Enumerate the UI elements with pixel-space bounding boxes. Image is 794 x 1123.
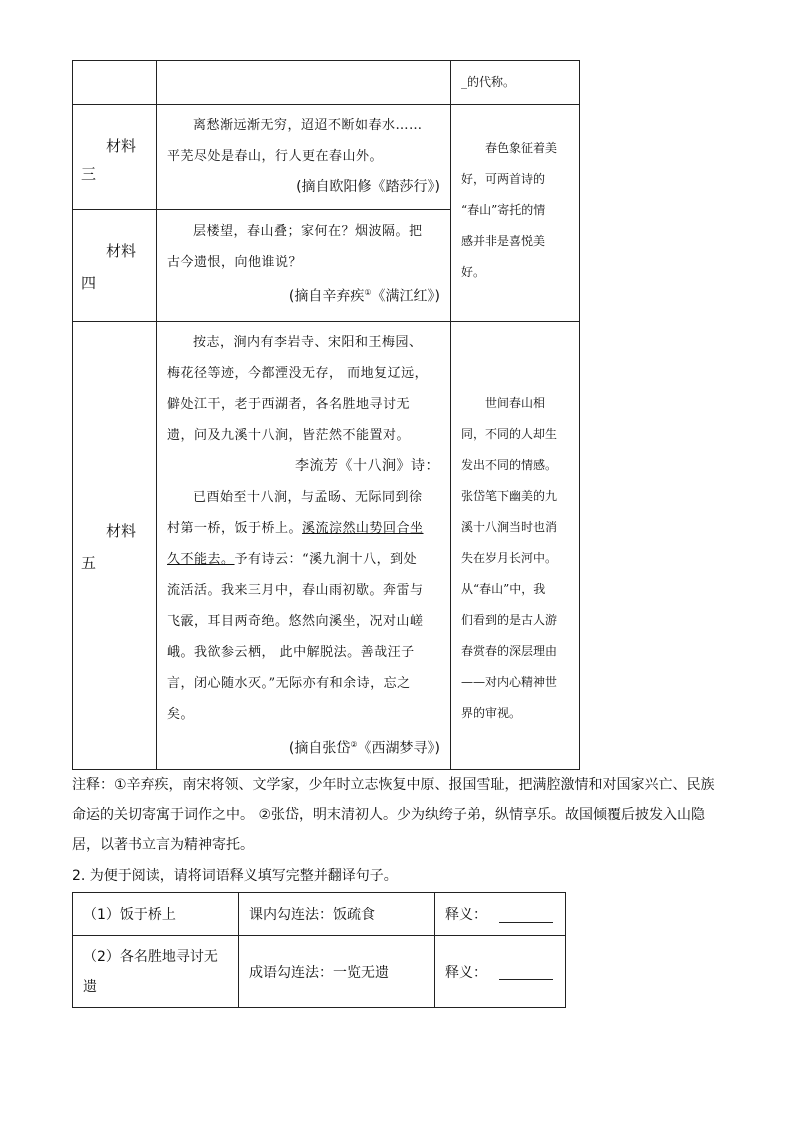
source-title: 《西湖梦寻》)	[357, 740, 440, 757]
footnote-line: 注释：①辛弃疾，南宋将领、文学家，少年时立志恢复中原、报国雪耻，把满腔激情和对国家兴亡、民族	[72, 777, 715, 793]
comment-line: 溪十八涧当时也消	[461, 520, 558, 534]
comment-line: ——对内心精神世	[461, 675, 558, 689]
comment-line: 春赏春的深层理由	[461, 644, 558, 658]
answer-blank[interactable]	[499, 965, 553, 980]
source-citation	[157, 730, 450, 764]
comment-line: 好。	[461, 265, 486, 279]
material-label: 材料	[106, 242, 137, 260]
empty-cell	[73, 61, 157, 105]
prose-line: 言，闭心随水灭。”无际亦有和余诗，忘之	[167, 676, 411, 691]
prose-line: 按志，涧内有李岩寺、宋阳和王梅园、	[193, 335, 423, 350]
poem-title: 李流芳《十八涧》诗：	[295, 458, 440, 474]
poem-text	[157, 210, 450, 278]
prose-line: 飞霰，耳目两奇绝。悠然向溪坐，况对山嵯	[167, 614, 424, 629]
table-row	[73, 936, 566, 1008]
comment-line: 失在岁月长河中。	[461, 551, 558, 565]
material-number: 四	[81, 274, 97, 292]
label-cell	[73, 210, 157, 322]
comment-cell	[451, 105, 580, 322]
meaning-label: 释义：	[445, 907, 487, 923]
text-cell	[157, 105, 451, 210]
term-line: 遗	[83, 978, 97, 995]
question-2-prompt: 2. 为便于阅读，请将词语释义填写完整并翻译句子。	[72, 868, 398, 884]
comment-line: 同，不同的人却生	[461, 427, 558, 441]
footnote-mark: ①	[364, 288, 372, 297]
prose-line: 僻处江干，老于西湖者，各名胜地寻讨无	[167, 397, 411, 412]
comment-line: 好，可两首诗的	[461, 172, 546, 186]
term-cell: （1）饭于桥上	[73, 893, 239, 936]
prose-line: 梅花径等迹，今都湮没无存， 而地复辽远，	[167, 366, 429, 381]
comment-line: 感并非是喜悦美	[461, 234, 546, 248]
empty-cell	[157, 61, 451, 105]
underlined-sentence: 久不能去。	[167, 552, 235, 567]
comment-line: 春色象征着美	[485, 141, 558, 155]
comment-line: 界的审视。	[461, 706, 522, 720]
prose-line	[167, 544, 440, 575]
prose-line: 峨。我欲参云栖， 此中解脱法。善哉汪子	[167, 645, 415, 660]
materials-table	[72, 60, 580, 770]
prose-line	[167, 513, 440, 544]
underlined-sentence: 溪流淙然山势回合坐	[302, 521, 424, 536]
term-cell	[73, 936, 239, 1008]
comment-line: 从“春山”中，我	[461, 582, 546, 596]
comment-text	[451, 322, 579, 729]
prose-line: 矣。	[167, 707, 195, 722]
material-number: 五	[81, 554, 97, 572]
prose-line: 流活活。我来三月中，春山雨初歇。奔雷与	[167, 583, 424, 598]
table-row	[73, 105, 580, 210]
poem-line: 平芜尽处是春山，行人更在春山外。	[167, 149, 384, 164]
prose-line: 遗，问及九溪十八涧，皆茫然不能置对。	[167, 428, 411, 443]
material-label: 材料	[106, 522, 137, 540]
comment-text	[451, 105, 579, 288]
comment-line: 们看到的是古人游	[461, 613, 558, 627]
answer-blank[interactable]	[499, 908, 553, 923]
meaning-label: 释义：	[445, 964, 487, 981]
link-method-cell: 成语勾连法：一览无遗	[239, 936, 435, 1008]
link-method-cell: 课内勾连法：饭疏食	[239, 893, 435, 936]
term-line: （2）各名胜地寻讨无	[83, 948, 218, 965]
comment-cell	[451, 322, 580, 770]
prose-span: 予有诗云：“溪九涧十八，到处	[234, 552, 418, 567]
vocab-table	[72, 892, 566, 1008]
prose-span: 村第一桥，饭于桥上。	[167, 521, 303, 536]
prose-line: 已酉始至十八涧，与孟旸、无际同到徐	[193, 490, 423, 505]
comment-text: _的代称。	[461, 75, 516, 89]
footnote-line: 居，以著书立言为精神寄托。	[72, 837, 254, 853]
source-citation	[157, 278, 450, 312]
source-citation: (摘自欧阳修《踏莎行》)	[296, 179, 440, 195]
comment-line: “春山”寄托的情	[461, 203, 546, 217]
label-cell	[73, 105, 157, 210]
prose-text	[157, 322, 450, 730]
footnote-mark: ②	[350, 740, 358, 749]
table-row	[73, 322, 580, 770]
poem-line: 层楼望，春山叠；家何在？烟波隔。把	[193, 224, 423, 239]
source-author: (摘自辛弃疾	[288, 288, 365, 305]
comment-line: 张岱笔下幽美的九	[461, 489, 558, 503]
source-author: (摘自张岱	[288, 740, 351, 757]
poem-line: 古今遗恨，向他谁说？	[167, 255, 303, 270]
comment-line: 发出不同的情感。	[461, 458, 558, 472]
footnotes	[72, 770, 722, 860]
comment-cell	[451, 61, 580, 105]
text-cell	[157, 210, 451, 322]
text-cell	[157, 322, 451, 770]
poem-line: 离愁渐远渐无穷，迢迢不断如春水……	[193, 118, 423, 133]
table-row	[73, 893, 566, 936]
material-number: 三	[81, 165, 97, 183]
meaning-cell	[435, 893, 566, 936]
meaning-cell	[435, 936, 566, 1008]
material-label: 材料	[106, 137, 137, 155]
label-cell	[73, 322, 157, 770]
poem-text	[157, 105, 450, 172]
comment-line: 世间春山相	[485, 396, 546, 410]
table-row	[73, 61, 580, 105]
footnote-line: 命运的关切寄寓于词作之中。 ②张岱，明末清初人。少为纨绔子弟，纵情享乐。故国倾覆后披发入山隐	[72, 807, 705, 823]
source-title: 《满江红》)	[371, 288, 440, 305]
